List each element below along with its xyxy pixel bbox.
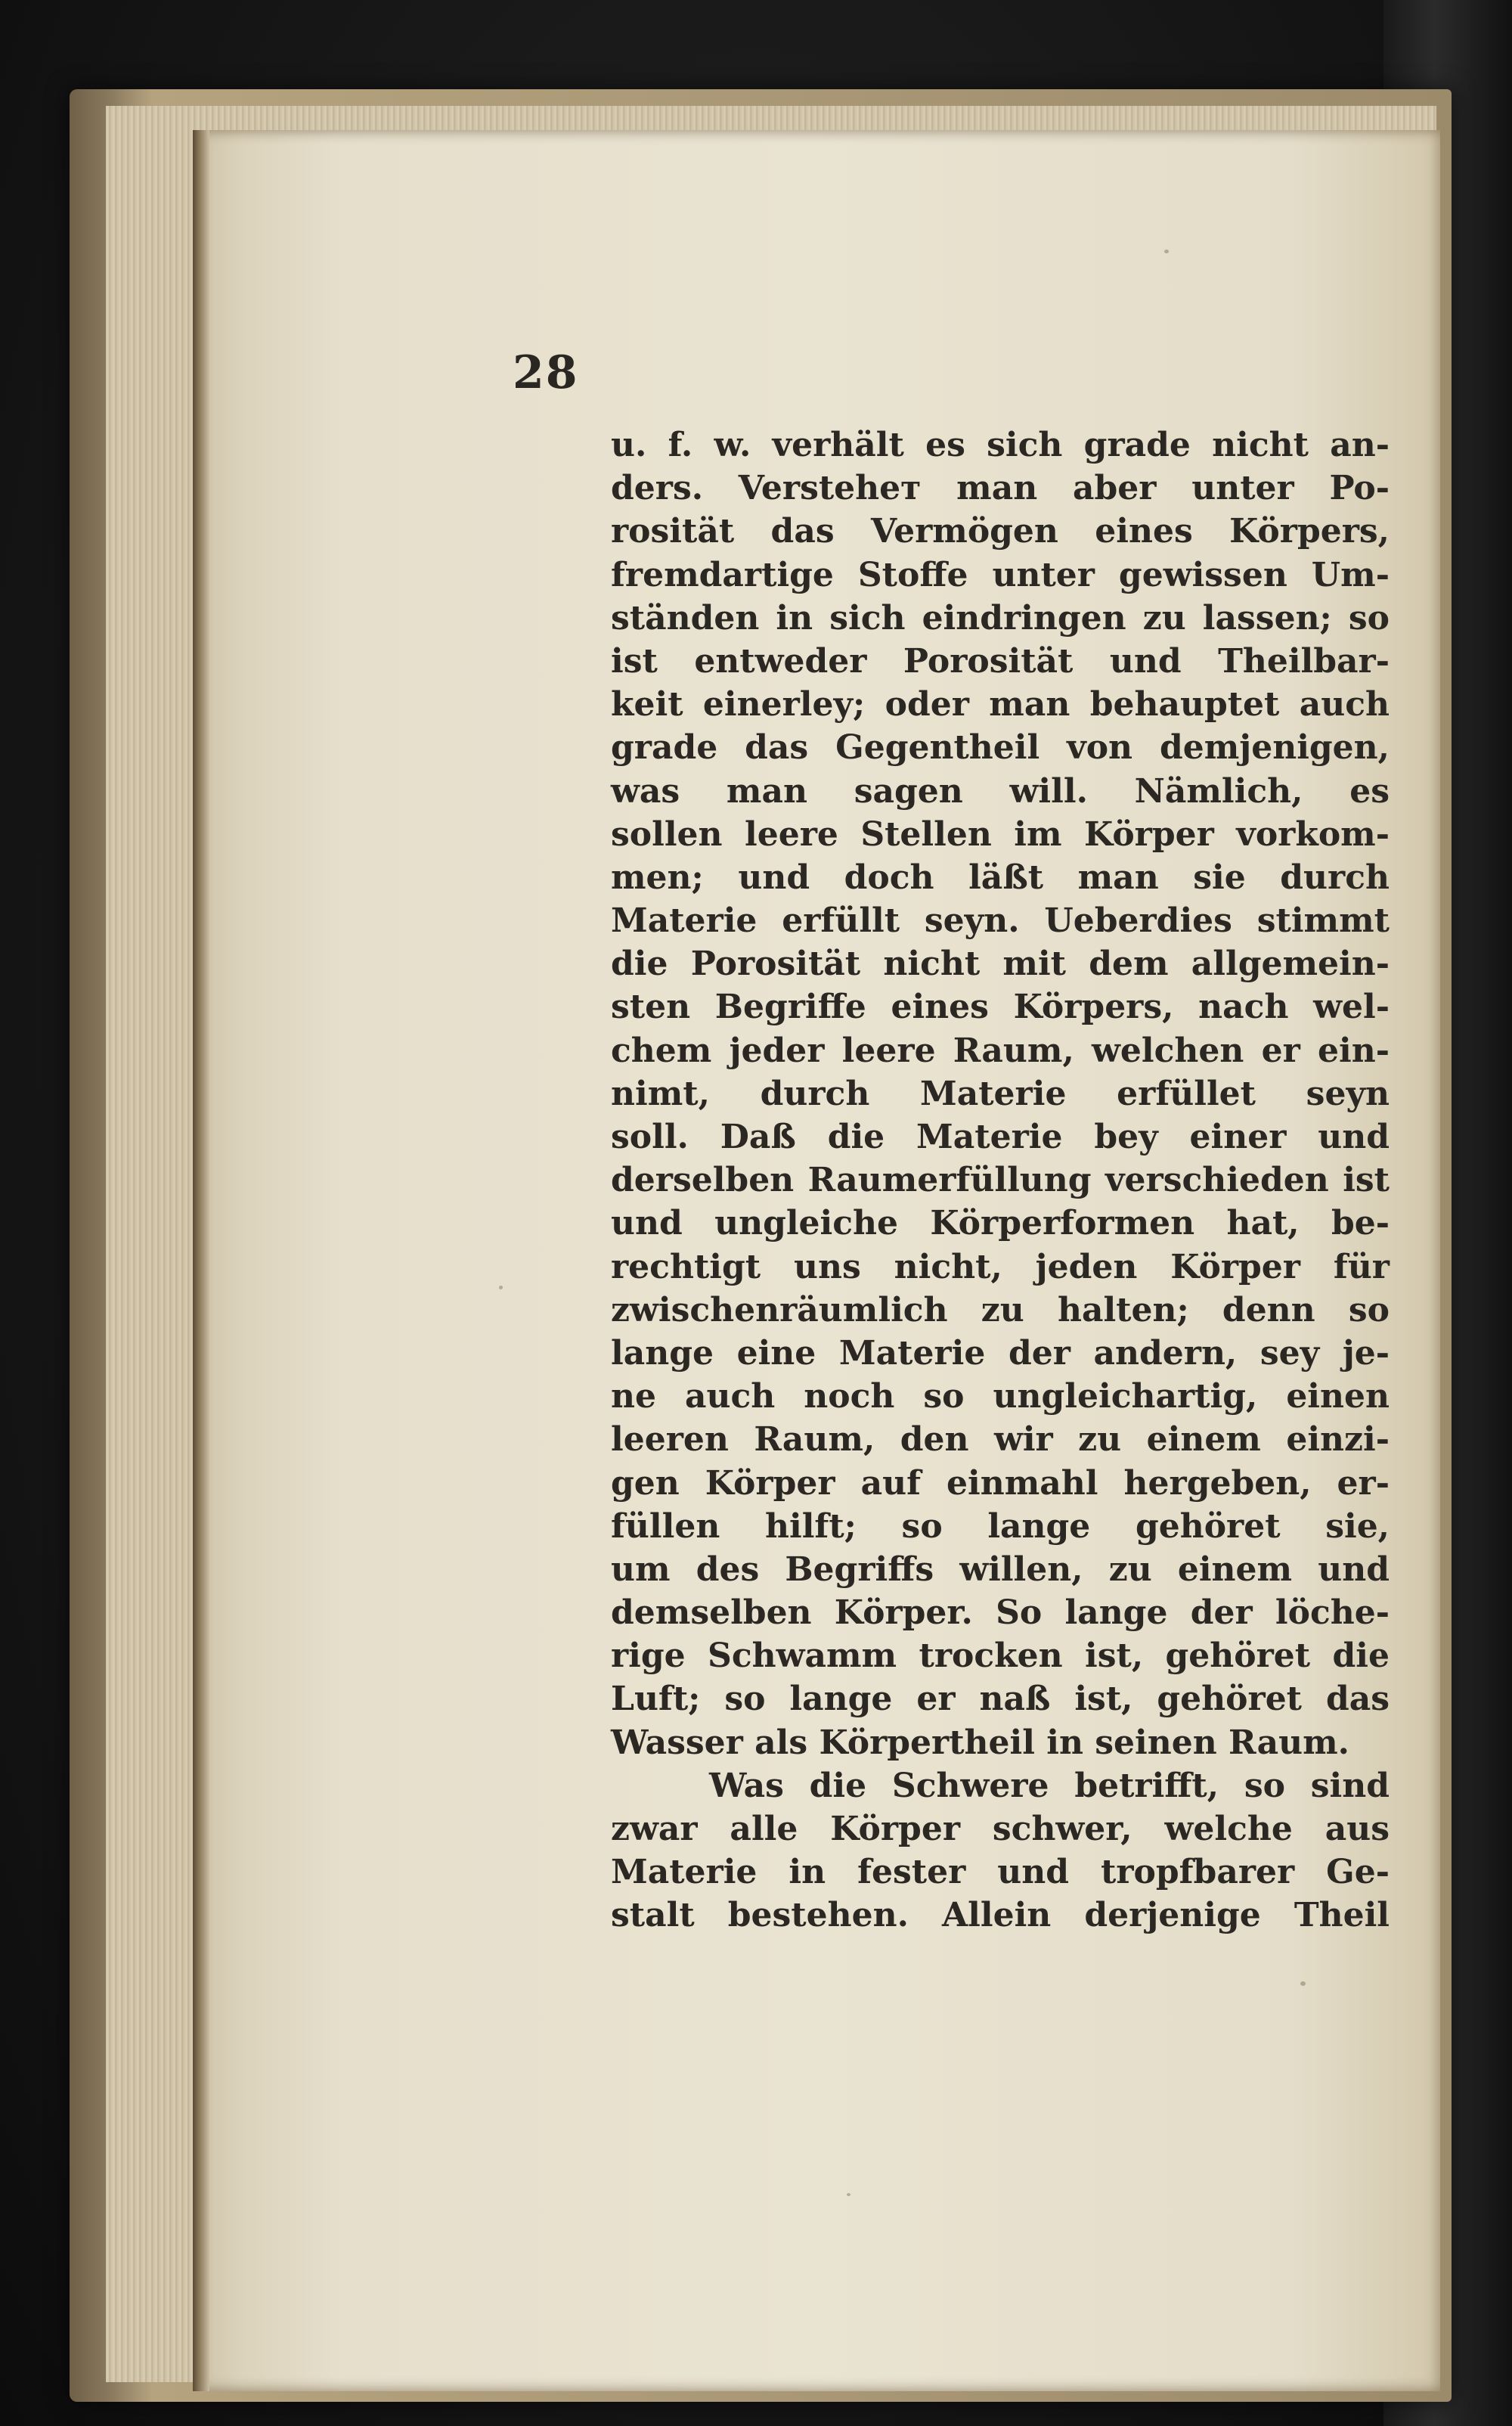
text-line: Was die Schwere betrifft, so sind [709, 1766, 1390, 1805]
text-line: leeren Raum, den wir zu einem einzi- [611, 1420, 1390, 1460]
text-line: füllen hilft; so lange gehöret sie, [611, 1506, 1390, 1546]
text-line: soll. Daß die Materie bey einer und [611, 1118, 1390, 1156]
text-line: was man sagen will. Nämlich, es [611, 771, 1390, 811]
text-line: derselben Raumerfüllung verschieden ist [611, 1161, 1390, 1200]
text-line: stalt bestehen. Allein derjenige Theil [611, 1896, 1390, 1935]
text-line: Materie in fester und tropfbarer Ge- [611, 1853, 1390, 1892]
text-line: Materie erfüllt seyn. Ueberdies stimmt [611, 901, 1390, 941]
text-line: zwar alle Körper schwer, welche aus [611, 1810, 1390, 1848]
text-line: um des Begriffs willen, zu einem und [611, 1550, 1390, 1589]
text-line: sollen leere Stellen im Körper vorkom- [611, 814, 1390, 854]
paper-speck [499, 1286, 503, 1289]
text-line: rosität das Vermögen eines Körpers, [611, 512, 1390, 551]
text-line: u. f. w. verhält es sich grade nicht an- [611, 426, 1390, 464]
text-line: ständen in sich eindringen zu lassen; so [611, 598, 1390, 638]
text-line: Luft; so lange er naß ist, gehöret das [611, 1680, 1390, 1719]
text-line: chem jeder leere Raum, welchen er ein- [611, 1031, 1390, 1070]
paper-speck [847, 2193, 850, 2196]
text-line: rechtigt uns nicht, jeden Körper für [611, 1247, 1390, 1286]
page-gutter [193, 130, 209, 2391]
text-line: sten Begriffe eines Körpers, nach wel- [611, 988, 1390, 1027]
text-line: gen Körper auf einmahl hergeben, er- [611, 1463, 1390, 1503]
text-line: nimt, durch Materie erfüllet seyn [611, 1074, 1390, 1113]
paper-speck [1164, 250, 1169, 253]
text-line: ders. Versteheт man aber unter Po- [611, 469, 1390, 508]
text-line: grade das Gegentheil von demjenigen, [611, 728, 1390, 768]
text-line: ist entweder Porosität und Theilbar- [611, 641, 1390, 681]
text-line: lange eine Materie der andern, sey je- [611, 1333, 1390, 1373]
text-line: die Porosität nicht mit dem allgemein- [611, 945, 1390, 984]
text-line: und ungleiche Körperformen hat, be- [611, 1204, 1390, 1243]
text-line: demselben Körper. So lange der löche- [611, 1593, 1390, 1633]
text-line: keit einerley; oder man behauptet auch [611, 685, 1390, 724]
text-line: ne auch noch so ungleichartig, einen [611, 1377, 1390, 1416]
text-line: Wasser als Körpertheil in seinen Raum. [611, 1723, 1350, 1762]
body-text [611, 423, 1390, 1937]
text-line: zwischenräumlich zu halten; denn so [611, 1290, 1390, 1329]
text-line: fremdartige Stoffe unter gewissen Um- [611, 555, 1390, 594]
paper-speck [1300, 1981, 1306, 1986]
text-line: rige Schwamm trocken ist, gehöret die [611, 1636, 1390, 1676]
page-number: 28 [513, 346, 579, 399]
text-line: men; und doch läßt man sie durch [611, 858, 1390, 897]
